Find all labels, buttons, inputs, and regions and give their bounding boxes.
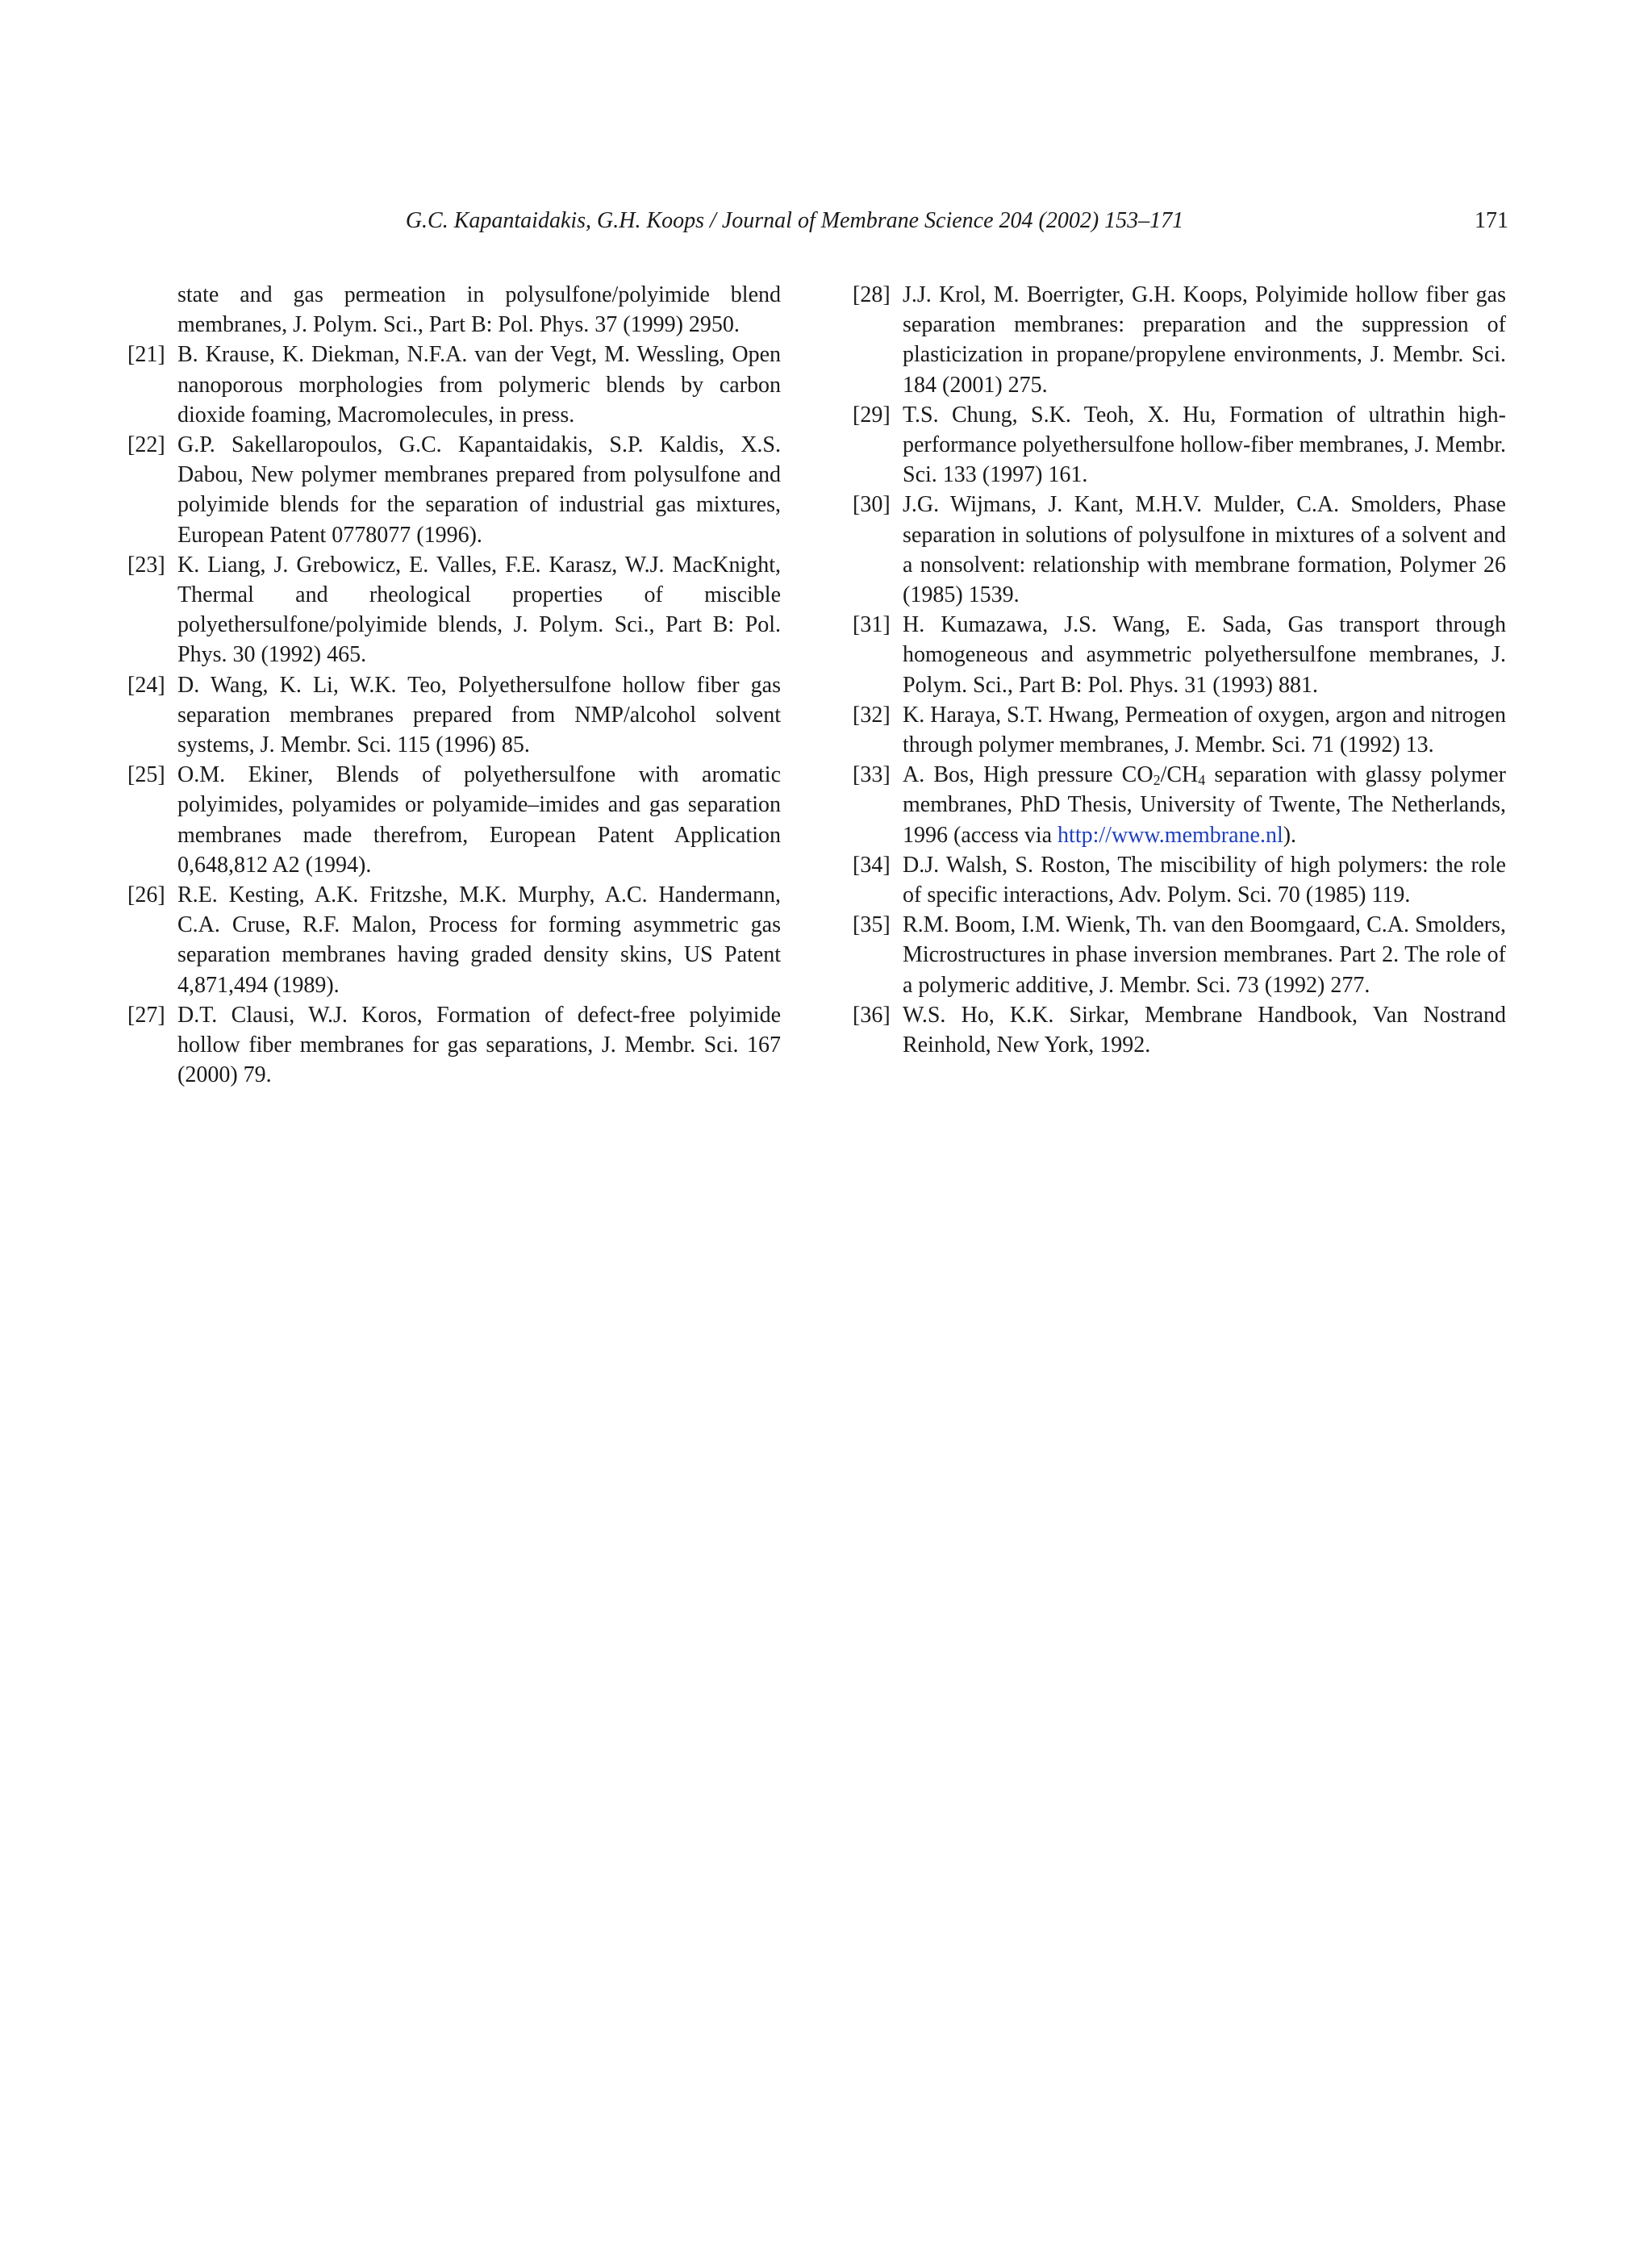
reference-number: [30] xyxy=(853,492,891,518)
reference-text-part: separation with glassy polymer membranes, PhD Thesis, University of Twente, The Netherlands, 1996 (access via xyxy=(903,762,1506,848)
reference-number: [25] xyxy=(127,762,165,788)
references-right-column xyxy=(853,280,1506,1060)
reference-number: [35] xyxy=(853,912,891,938)
reference-item-35 xyxy=(853,910,1506,1000)
reference-item-33 xyxy=(853,760,1506,850)
reference-text-part: A. Bos, High pressure CO xyxy=(903,762,1153,788)
reference-text-part: ). xyxy=(1283,822,1297,848)
subscript: 4 xyxy=(1198,772,1206,789)
reference-text xyxy=(903,762,1506,847)
page-header xyxy=(129,205,1508,237)
reference-item-24 xyxy=(127,670,781,761)
reference-text: J.J. Krol, M. Boerrigter, G.H. Koops, Polyimide hollow fiber gas separation membranes: preparation and the suppression of plasticization in propane/propylene environments, J. Membr. Sci. 184 (2001) 275. xyxy=(903,282,1506,398)
reference-text: O.M. Ekiner, Blends of polyethersulfone with aromatic polyimides, polyamides or polyamide–imides and gas separation membranes made therefrom, European Patent Application 0,648,812 A2 (1994). xyxy=(177,762,781,878)
reference-text: R.E. Kesting, A.K. Fritzshe, M.K. Murphy, A.C. Handermann, C.A. Cruse, R.F. Malon, Process for forming asymmetric gas separation membranes having graded density skins, US Patent 4,871,494 (1989). xyxy=(177,882,781,998)
reference-number: [23] xyxy=(127,552,165,578)
reference-item-26 xyxy=(127,880,781,1000)
reference-number: [26] xyxy=(127,882,165,908)
reference-item-31 xyxy=(853,610,1506,700)
reference-number: [33] xyxy=(853,762,891,788)
reference-text: T.S. Chung, S.K. Teoh, X. Hu, Formation of ultrathin high-performance polyethersulfone hollow-fiber membranes, J. Membr. Sci. 133 (1997) 161. xyxy=(903,402,1506,488)
reference-number: [36] xyxy=(853,1002,891,1028)
reference-number: [24] xyxy=(127,672,165,698)
reference-item-22 xyxy=(127,430,781,550)
reference-text: G.P. Sakellaropoulos, G.C. Kapantaidakis, S.P. Kaldis, X.S. Dabou, New polymer membranes prepared from polysulfone and polyimide blends for the separation of industrial gas mixtures, European Patent 0778077 (1996). xyxy=(177,432,781,548)
reference-text: K. Haraya, S.T. Hwang, Permeation of oxygen, argon and nitrogen through polymer membranes, J. Membr. Sci. 71 (1992) 13. xyxy=(903,702,1506,758)
reference-continued-text: state and gas permeation in polysulfone/polyimide blend membranes, J. Polym. Sci., Part B: Pol. Phys. 37 (1999) 2950. xyxy=(177,282,781,338)
reference-item-25 xyxy=(127,760,781,880)
reference-item-29 xyxy=(853,400,1506,490)
reference-text-part: /CH xyxy=(1160,762,1199,788)
reference-item-34 xyxy=(853,850,1506,910)
reference-item-36 xyxy=(853,1000,1506,1060)
reference-number: [28] xyxy=(853,282,891,307)
reference-item-23 xyxy=(127,550,781,670)
reference-number: [29] xyxy=(853,402,891,428)
reference-text: K. Liang, J. Grebowicz, E. Valles, F.E. Karasz, W.J. MacKnight, Thermal and rheological properties of miscible polyethersulfone/polyimide blends, J. Polym. Sci., Part B: Pol. Phys. 30 (1992) 465. xyxy=(177,552,781,668)
subscript: 2 xyxy=(1153,772,1161,789)
reference-text: D.J. Walsh, S. Roston, The miscibility of high polymers: the role of specific interactions, Adv. Polym. Sci. 70 (1985) 119. xyxy=(903,852,1506,908)
reference-item-28 xyxy=(853,280,1506,400)
membrane-website-link[interactable]: http://www.membrane.nl xyxy=(1058,822,1283,848)
reference-number: [21] xyxy=(127,342,165,368)
reference-item-32 xyxy=(853,700,1506,760)
reference-text: H. Kumazawa, J.S. Wang, E. Sada, Gas transport through homogeneous and asymmetric polyethersulfone membranes, J. Polym. Sci., Part B: Pol. Phys. 31 (1993) 881. xyxy=(903,612,1506,698)
reference-item-27 xyxy=(127,1000,781,1091)
reference-item-30 xyxy=(853,490,1506,610)
reference-text: D.T. Clausi, W.J. Koros, Formation of defect-free polyimide hollow fiber membranes for gas separations, J. Membr. Sci. 167 (2000) 79. xyxy=(177,1002,781,1088)
reference-number: [32] xyxy=(853,702,891,728)
reference-number: [34] xyxy=(853,852,891,878)
reference-number: [31] xyxy=(853,612,891,638)
reference-text: B. Krause, K. Diekman, N.F.A. van der Vegt, M. Wessling, Open nanoporous morphologies from polymeric blends by carbon dioxide foaming, Macromolecules, in press. xyxy=(177,342,781,428)
reference-number: [22] xyxy=(127,432,165,458)
reference-text: D. Wang, K. Li, W.K. Teo, Polyethersulfone hollow fiber gas separation membranes prepared from NMP/alcohol solvent systems, J. Membr. Sci. 115 (1996) 85. xyxy=(177,672,781,758)
page-number: 171 xyxy=(1475,208,1508,233)
reference-text: J.G. Wijmans, J. Kant, M.H.V. Mulder, C.A. Smolders, Phase separation in solutions of polysulfone in mixtures of a solvent and a nonsolvent: relationship with membrane formation, Polymer 26 (1985) 1539. xyxy=(903,492,1506,608)
reference-number: [27] xyxy=(127,1002,165,1028)
reference-text: R.M. Boom, I.M. Wienk, Th. van den Boomgaard, C.A. Smolders, Microstructures in phase inversion membranes. Part 2. The role of a polymeric additive, J. Membr. Sci. 73 (1992) 277. xyxy=(903,912,1506,998)
references-left-column xyxy=(127,280,781,1090)
running-title: G.C. Kapantaidakis, G.H. Koops / Journal of Membrane Science 204 (2002) 153–171 xyxy=(405,208,1184,233)
reference-item-21 xyxy=(127,340,781,430)
reference-text: W.S. Ho, K.K. Sirkar, Membrane Handbook, Van Nostrand Reinhold, New York, 1992. xyxy=(903,1002,1506,1058)
